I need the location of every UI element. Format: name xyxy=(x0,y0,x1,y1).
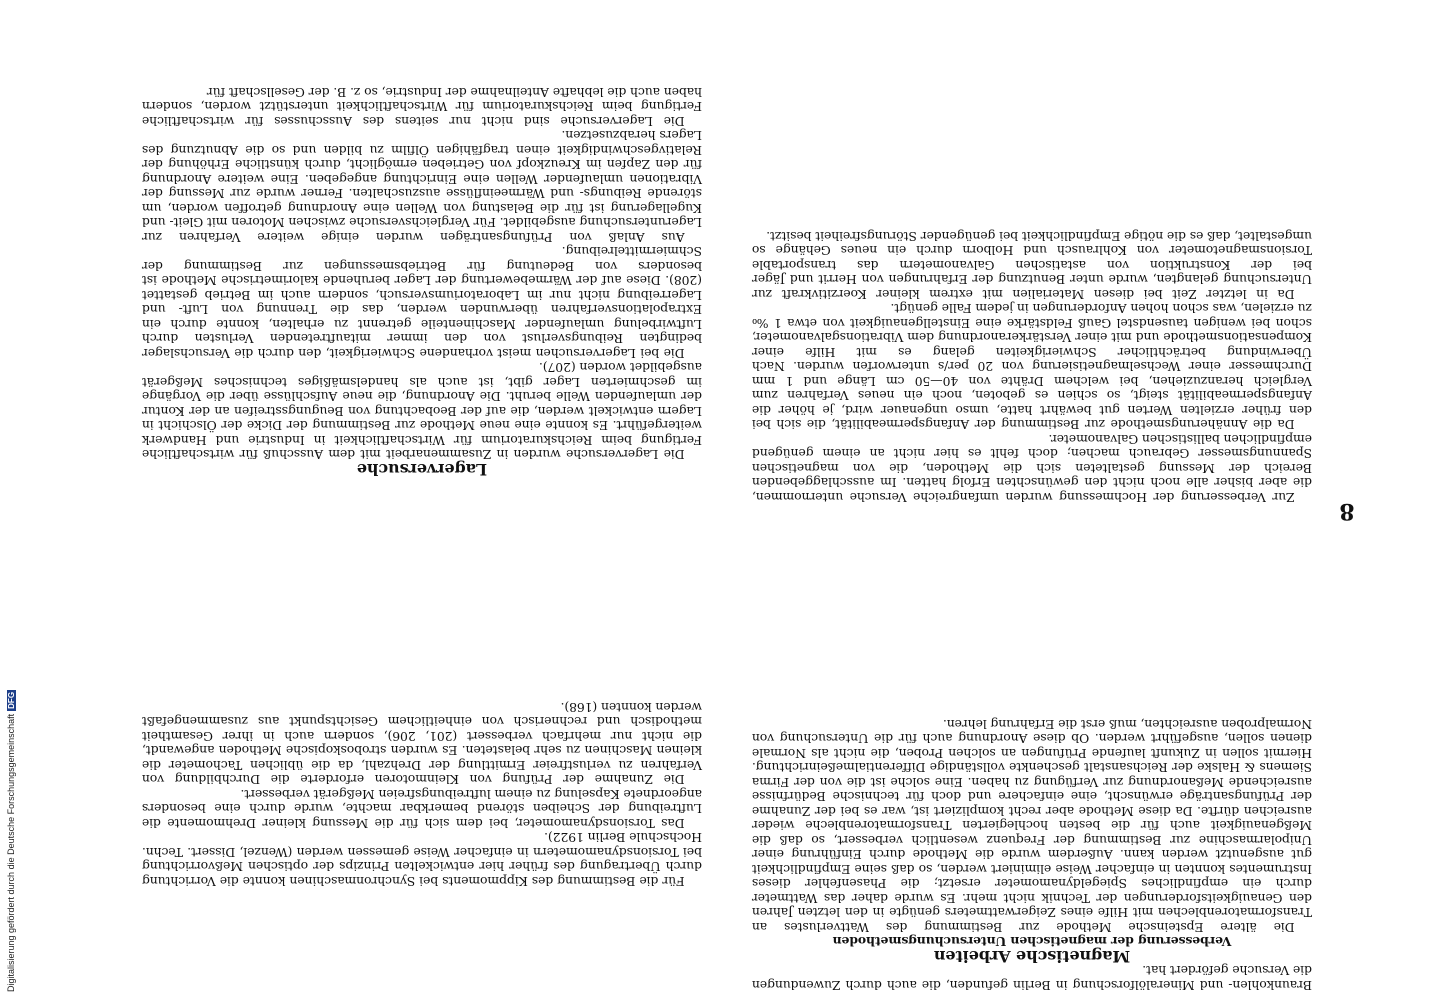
paragraph: Zur Verbesserung der Hochmessung wurden umfangreiche Versuche unternommen, die aber bisher alle noch nicht den gewünschten Erfolg hatten. Im ausschlaggebenden Bereich der Messung gestalteten sich die Methoden, die von magnetischen Spannungsmesser Gebrauch machen; doch fehlt es hier nicht an einem genügend empfindlichen ballistischen Galvanometer. xyxy=(752,432,1312,505)
paragraph: Braunkohlen- und Mineralölforschung in Berlin gefunden, die auch durch Zuwendungen die Versuche gefördert hat. xyxy=(752,963,1312,993)
column-right-lower xyxy=(752,104,1312,504)
section-heading-lagerversuche: Lagerversuche xyxy=(356,460,488,479)
paragraph: Aus Anlaß von Prüfungsanträgen wurden einige weitere Verfahren zur Lageruntersuchung ausgebildet. Für Vergleichsversuche zwischen Motoren mit Gleit- und Kugellagerung ist für die Belastung von Wellen eine Anordnung getroffen worden, um störende Reibungs- und Wärmeeinflüsse auszuschalten. Ferner wurde zur Messung der Vibrationen umlaufender Wellen eine Einrichtung angegeben. Eine weitere Anordnung für den Zapfen im Kreuzkopf von Getrieben ermöglicht, durch künstliche Erhöhung der Relativgeschwindigkeit einen tragfähigen Ölfilm zu bilden und so die Abnutzung des Lagers herabzusetzen. xyxy=(142,128,702,245)
column-left-lower xyxy=(142,56,702,479)
column-left xyxy=(142,488,702,888)
section-heading-magnetische-arbeiten: Magnetische Arbeiten xyxy=(933,947,1131,966)
footer-credit: Digitalisierung gefördert durch die Deutsche Forschungsgemeinschaft xyxy=(6,713,16,992)
dfg-logo: DFG xyxy=(7,691,16,709)
digitization-footer xyxy=(0,592,18,992)
paragraph: Die Lagerversuche wurden in Zusammenarbeit mit dem Ausschuß für wirtschaftliche Fertigung beim Reichskuratorium für Wirtschaftlichkeit in Industrie und Handwerk weitergeführt. Es konnte eine neue Methode zur Bestimmung der Dicke der Ölschicht in Lagern entwickelt werden, die auf der Beobachtung von Beugungsstreifen an der Kontur der umlaufenden Welle beruht. Die Anordnung, die neue Aufschlüsse über die Vorgänge im geschmierten Lager gibt, ist auch als handelsmäßiges technisches Meßgerät ausgebildet worden (207). xyxy=(142,360,702,463)
paragraph: Für die Bestimmung des Kippmoments bei Synchronmaschinen konnte die Vorrichtung durch Übertragung des früher hier entwickelten Prinzips der optischen Meßvorrichtung bei Torsionsdynamometern in einfacher Weise gemessen werden (Wenzel, Dissert. Techn. Hochschule Berlin 1922). xyxy=(142,830,702,889)
column-right xyxy=(752,522,1312,992)
paragraph: Die ältere Epsteinsche Methode zur Bestimmung des Wattverlustes an Transformatorenblechen mit Hilfe eines Zeigerwattmeters genügte in den letzten Jahren den Genauigkeitsforderungen der Technik nicht mehr. Es wurde daher das Wattmeter durch ein empfindliches Spiegeldynamometer ersetzt; die Phasenfehler dieses Instrumentes konnten in einfacher Weise eliminiert werden, so daß seine Empfindlichkeit gut ausgenutzt werden kann. Außerdem wurde die Methode durch Einführung einer Unipolarmaschine zur Bestimmung der Frequenz wesentlich verbessert, so daß die Meßgenauigkeit auch für die besten hochlegierten Transformatorenbleche wieder ausreichen dürfte. Da diese Methode aber recht kompliziert ist, war es bei der Zunahme der Prüfungsanträge erwünscht, eine einfachere und doch für technische Bedürfnisse ausreichende Meßanordnung zur Verfügung zu haben. Eine solche ist die von der Firma Siemens & Halske der Reichsanstalt geschenkte vollständige Differentialmeßeinrichtung. Hiermit sollen in Zukunft laufende Prüfungen an solchen Proben, die nicht als Normale dienen sollen, ausgeführt werden. Ob diese Anordnung auch für die Untersuchung von Normalproben ausreichten, muß erst die Erfahrung lehren. xyxy=(752,717,1312,935)
paragraph: Die bei Lagerversuchen meist vorhandene Schwierigkeit, den durch die Versuchslager bedingten Reibungsverlust von den immer mitauftretenden Verlusten durch Luftwirbelung umlaufender Maschinenteile getrennt zu erhalten, konnte durch ein Extrapolationsverfahren überwunden werden, das die Trennung von Luft- und Lagerreibung nicht nur im Laboratoriumsversuch, sondern auch im Betrieb gestattet (208). Diese auf der Wärmebewertung der Lager beruhende kalorimetrische Methode ist besonders von Bedeutung für Betriebsmessungen zur Bestimmung der Schmiermittelreibung. xyxy=(142,244,702,361)
paragraph: Da die Annäherungsmethode zur Bestimmung der Anfangspermeabilität, die sich bei den früher erzielten Werten gut bewährt hatte, umso ungenauer wird, je höher die Anfangspermeabilität steigt, so schien es geboten, noch ein neues Verfahren zum Vergleich heranzuziehen, bei welchem Drähte von 40—50 cm Länge und 1 mm Durchmesser einer Wechselmagnetisierung von 20 per/s unterworfen wurden. Nach Überwindung beträchtlicher Schwierigkeiten gelang es mit Hilfe einer Kompensationsmethode und mit einer Verstärkeranordnung dem Vibrationsgalvanometer, schon bei wenigen tausendstel Gauß Feldstärke eine Einstellgenauigkeit von etwa 1 ‰ zu erzielen, was schon hohen Anforderungen in jedem Falle genügt. xyxy=(752,301,1312,433)
subsection-heading: Verbesserung der magnetischen Untersuchungsmethoden xyxy=(832,934,1232,950)
paragraph: Die Lagerversuche sind nicht nur seitens des Ausschusses für wirtschaftliche Fertigung beim Reichskuratorium für Wirtschaftlichkeit unterstützt worden, sondern haben auch die lebhafte Anteilnahme der Industrie, so z. B. der Gesellschaft für xyxy=(142,85,702,129)
page-number: 8 xyxy=(1339,498,1355,524)
paragraph: Die Zunahme der Prüfung von Kleinmotoren erforderte die Durchbildung von Verfahren zu verlustfreier Ermittlung der Drehzahl, da die üblichen Tachometer die kleinen Maschinen zu sehr belasteten. Es wurden stroboskopische Methoden angewandt, die nicht nur mehrfach verbessert (201, 206), sondern auch in ihrer Gesamtheit methodisch und rechnerisch von einheitlichem Gesichtspunkt aus zusammengefaßt werden konnten (168). xyxy=(142,700,702,788)
paragraph: Da in letzter Zeit bei diesen Materialien mit extrem kleiner Koerzitivkraft zur Untersuchung gelangten, wurde unter Benutzung der Erfahrungen von Herrit und Jäger bei der Konstruktion von astatischen Galvanometern das transportable Torsionsmagnetometer von Kohlrausch und Holborn durch ein neues Gehänge so umgestaltet, daß es die nötige Empfindlichkeit bei genügender Störungsfreiheit besitzt. xyxy=(752,229,1312,302)
paragraph: Das Torsionsdynamometer, bei dem sich für die Messung kleiner Drehmomente die Luftreibung der Scheiben störend bemerkbar machte, wurde durch eine besonders angeordnete Kapselung zu einem luftreibungsfreien Meßgerät verbessert. xyxy=(142,787,702,831)
